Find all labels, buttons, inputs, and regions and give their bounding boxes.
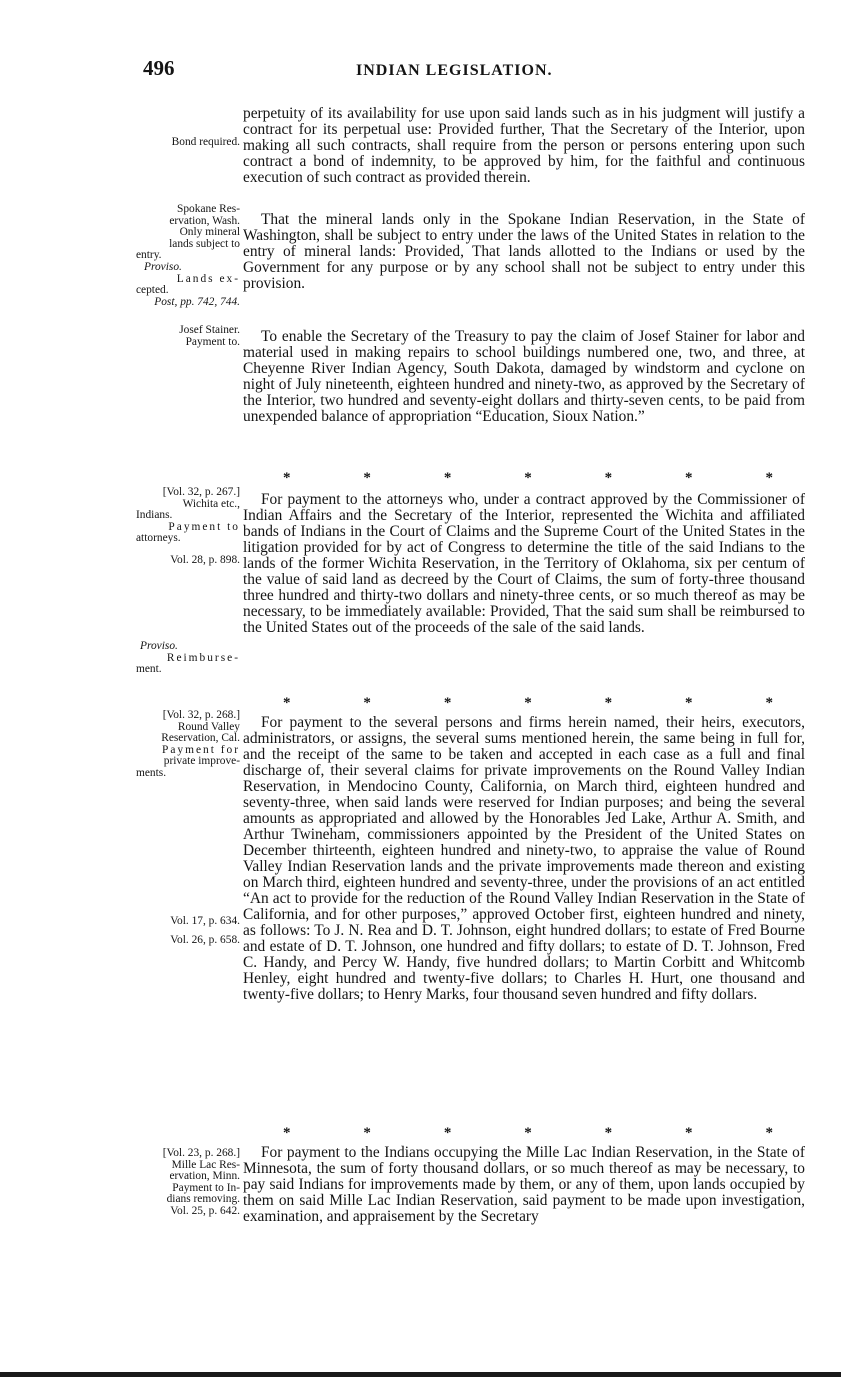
section-break (283, 695, 773, 711)
margin-note-line: Reimburse- (166, 651, 240, 664)
margin-note-spokane (128, 204, 240, 308)
margin-note-line: Round Valley (177, 720, 240, 733)
margin-note-line: Payment to. (185, 335, 240, 348)
margin-note-round-valley (128, 710, 240, 780)
asterisk: * (283, 470, 291, 486)
page-bottom-rule (0, 1372, 841, 1377)
margin-note-line: private improve- (163, 755, 240, 768)
asterisk: * (524, 695, 532, 711)
asterisk: * (604, 695, 613, 711)
margin-note-line: Payment for (162, 743, 240, 756)
asterisk: * (685, 695, 693, 711)
margin-note-line: Reservation, Cal. (161, 732, 240, 745)
margin-note-line: Mille Lac Res- (171, 1158, 240, 1171)
margin-note-line: Payment to In- (172, 1181, 240, 1194)
margin-note-line: [Vol. 23, p. 268.] (162, 1147, 240, 1159)
margin-note-mille-lac (128, 1148, 240, 1218)
margin-note-wichita (128, 487, 240, 545)
page-number: 496 (143, 56, 175, 80)
margin-note-line: Post, pp. 742, 744. (154, 295, 240, 308)
margin-note-line: entry. (136, 249, 162, 262)
paragraph-provided-further (243, 106, 805, 186)
asterisk: * (443, 1125, 452, 1141)
asterisk: * (685, 470, 693, 486)
running-head: INDIAN LEGISLATION. (356, 62, 553, 79)
margin-note-line: Proviso. (144, 260, 182, 273)
asterisk: * (765, 470, 773, 486)
asterisk: * (443, 470, 452, 486)
margin-note-line: ment. (136, 663, 162, 676)
paragraph-text: That the mineral lands only in the Spokane Indian Reservation, in the State of Washington, shall be subject to entry under the laws of the United States in relation to the entry of mineral lands: Provided, That lands allotted to the Indians or used by the Government for any purpose or by any school shall not be subject to entry under this provision. (243, 211, 805, 292)
paragraph-text: perpetuity of its availability for use upon said lands such as in his judgment will justify a contract for its perpetual use: Provided further, That the Secretary of the Interior, upon making all such contracts, shall require from the person or persons entering upon such contract a bond of indemnity, to be approved by him, for the faithful and continuous execution of such contract as provided therein. (243, 105, 805, 186)
margin-note-line: Only mineral (179, 226, 240, 239)
section-break (283, 470, 773, 486)
section-break (283, 1125, 773, 1141)
margin-note-bond-required (128, 137, 240, 149)
margin-note-line: Vol. 25, p. 642. (170, 1204, 240, 1217)
asterisk: * (524, 1125, 532, 1141)
margin-note-line: Vol. 26, p. 658. (170, 934, 240, 946)
margin-note-line: Vol. 28, p. 898. (170, 554, 240, 566)
margin-note-reimbursement (128, 641, 240, 676)
margin-note-line: ervation, Wash. (169, 214, 240, 227)
paragraph-text: For payment to the Indians occupying the Mille Lac Indian Reservation, in the State of Minnesota, the sum of forty thousand dollars, or so much thereof as may be necessary, to pay said Indians for improvements made by them, or any of them, upon lands occupied by them on said Mille Lac Indian Reservation, said payment to be made upon investigation, examination, and appraisement by the Secretary (243, 1144, 805, 1225)
paragraph-wichita-attorneys (243, 492, 805, 636)
margin-note-vol28 (128, 555, 240, 567)
asterisk: * (685, 1125, 693, 1141)
paragraph-text: For payment to the several persons and firms herein named, their heirs, executors, administrators, or assigns, the several sums mentioned herein, the same being in full for, and the receipt of the same to be taken and accepted in each case as a full and final discharge of, their several claims for private improvements on the Round Valley Indian Reservation, in Mendocino County, California, on March third, eighteen hundred and seventy-three, when said lands were reserved for Indian purposes; and being the several amounts as appropriated and allowed by the Honorables Jed Lake, Arthur A. Smith, and Arthur Twineham, commissioners appointed by the President of the United States on December thirteenth, eighteen hundred and ninety-two, to appraise the value of Round Valley Indian Reservation lands and the private improvements made thereon and existing on March third, eighteen hundred and seventy-three, under the provisions of an act entitled “An act to provide for the reduction of the Round Valley Indian Reservation in the State of California, and for other purposes,” approved October first, eighteen hundred and ninety, as follows: To J. N. Rea and D. T. Johnson, eight hundred dollars; to estate of Fred Bourne and estate of D. T. Johnson, one hundred and fifty dollars; to estate of D. T. Johnson, Fred C. Handy, and Percy W. Handy, five hundred dollars; to Martin Corbitt and Whitcomb Henley, eight hundred and twenty-five dollars; to Charles H. Hurt, one thousand and twenty-five dollars; to Henry Marks, four thousand seven hundred and fifty dollars. (243, 714, 805, 1003)
paragraph-text: For payment to the attorneys who, under a contract approved by the Commissioner of Indian Affairs and the Secretary of the Interior, represented the Wichita and affiliated bands of Indians in the Court of Claims and the Supreme Court of the United States in the litigation provided for by act of Congress to determine the title of the said Indians to the lands of the former Wichita Reservation, in the Territory of Oklahoma, six per centum of the value of said land as decreed by the Court of Claims, the sum of forty-three thousand three hundred and thirty-two dollars and ninety-three cents, or so much thereof as may be necessary, to be immediately available: Provided, That the said sum shall be reimbursed to the United States out of the proceeds of the sale of the said lands. (243, 491, 805, 636)
margin-note-line: Wichita etc., (182, 497, 240, 510)
asterisk: * (604, 1125, 613, 1141)
margin-note-line: Bond required. (171, 136, 240, 148)
margin-note-line: Josef Stainer. (179, 324, 240, 336)
paragraph-mille-lac (243, 1145, 805, 1225)
margin-note-line: attorneys. (136, 532, 181, 545)
margin-note-line: lands subject to (169, 237, 240, 250)
asterisk: * (765, 1125, 773, 1141)
margin-note-line: Spokane Res- (177, 203, 240, 215)
paragraph-round-valley (243, 715, 805, 1003)
asterisk: * (765, 695, 773, 711)
asterisk: * (363, 1125, 371, 1141)
margin-note-line: ervation, Minn. (169, 1170, 240, 1183)
margin-note-line: Vol. 17, p. 634. (170, 915, 240, 927)
asterisk: * (524, 470, 532, 486)
asterisk: * (363, 695, 371, 711)
margin-note-line: [Vol. 32, p. 268.] (162, 709, 240, 721)
paragraph-text: To enable the Secretary of the Treasury to pay the claim of Josef Stainer for labor and material used in making repairs to school buildings numbered one, two, and three, at Cheyenne River Indian Agency, South Dakota, damaged by windstorm and cyclone on night of July nineteenth, eighteen hundred and ninety-two, as approved by the Secretary of the Interior, two hundred and seventy-eight dollars and thirty-seven cents, to be paid from unexpended balance of appropriation “Education, Sioux Nation.” (243, 328, 805, 425)
margin-note-vol26 (128, 935, 240, 947)
margin-note-line: Indians. (136, 509, 173, 522)
asterisk: * (283, 695, 291, 711)
asterisk: * (283, 1125, 291, 1141)
asterisk: * (363, 470, 371, 486)
margin-note-line: [Vol. 32, p. 267.] (162, 486, 240, 498)
margin-note-line: cepted. (136, 284, 169, 297)
asterisk: * (443, 695, 452, 711)
paragraph-josef-stainer (243, 329, 805, 425)
paragraph-spokane-mineral-lands (243, 212, 805, 292)
margin-note-line: Proviso. (140, 640, 178, 652)
margin-note-josef-stainer (128, 325, 240, 348)
margin-note-vol17 (128, 916, 240, 928)
margin-note-line: dians removing. (166, 1193, 240, 1206)
margin-note-line: Payment to (168, 520, 240, 533)
margin-note-line: Lands ex- (176, 272, 240, 285)
asterisk: * (604, 470, 613, 486)
margin-note-line: ments. (136, 766, 167, 779)
